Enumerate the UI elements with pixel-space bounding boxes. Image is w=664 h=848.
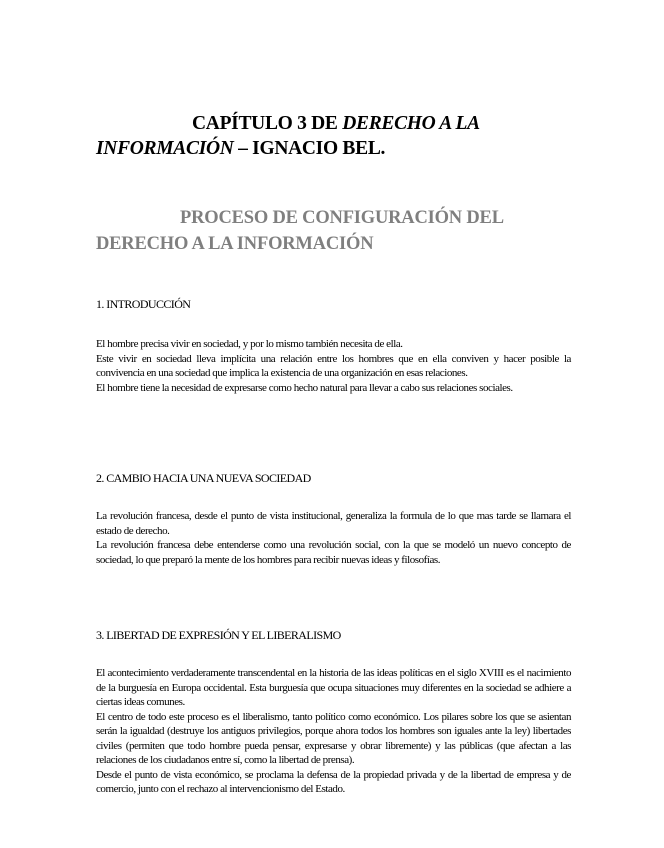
paragraph: La revolución francesa, desde el punto de vista institucional, generaliza la formula de lo que mas tarde se llamara el estado de derecho. bbox=[96, 510, 571, 537]
document-title bbox=[96, 111, 566, 161]
title-book-part2: INFORMACIÓN bbox=[96, 138, 234, 159]
section-body-cambio bbox=[96, 509, 571, 567]
title-author: – IGNACIO BEL. bbox=[233, 138, 386, 159]
paragraph: Desde el punto de vista económico, se proclama la defensa de la propiedad privada y de la libertad de empresa y de comercio, junto con el rechazo al intervencionismo del Estado. bbox=[96, 768, 571, 795]
paragraph: El hombre tiene la necesidad de expresarse como hecho natural para llevar a cabo sus relaciones sociales. bbox=[96, 381, 513, 394]
paragraph: El centro de todo este proceso es el liberalismo, tanto político como económico. Los pilares sobre los que se asientan serán la igualdad (destruye los antiguos privilegios, porque ahora todos los hombres son iguales ante la ley) libertades civiles (permiten que todo hombre pueda pensar, expresarse y obrar libremente) y las públicas (que afectan a las relaciones de los ciudadanos entre sí, como la libertad de prensa). bbox=[96, 710, 571, 766]
section-heading-introduccion: 1. INTRODUCCIÓN bbox=[96, 297, 191, 311]
section-body-libertad bbox=[96, 666, 571, 797]
paragraph: Este vivir en sociedad lleva implícita una relación entre los hombres que en ella conviven y hacer posible la convivencia en una sociedad que implica la existencia de una organización en esas relaciones. bbox=[96, 352, 571, 379]
title-chapter: CAPÍTULO 3 DE bbox=[192, 113, 343, 134]
section-heading-cambio: 2. CAMBIO HACIA UNA NUEVA SOCIEDAD bbox=[96, 471, 311, 485]
section-heading-libertad: 3. LIBERTAD DE EXPRESIÓN Y EL LIBERALISMO bbox=[96, 628, 341, 642]
subtitle-line-1: PROCESO DE CONFIGURACIÓN DEL bbox=[180, 208, 504, 228]
paragraph: La revolución francesa debe entenderse como una revolución social, con la que se modeló un nuevo concepto de sociedad, lo que preparó la mente de los hombres para recibir nuevas ideas y filosofías. bbox=[96, 539, 571, 566]
section-body-introduccion bbox=[96, 337, 571, 395]
paragraph: El hombre precisa vivir en sociedad, y por lo mismo también necesita de ella. bbox=[96, 338, 403, 350]
document-subtitle bbox=[96, 205, 566, 257]
paragraph: El acontecimiento verdaderamente transcendental en la historia de las ideas políticas en el siglo XVIII es el nacimiento de la burguesía en Europa occidental. Esta burguesía que ocupa situaciones muy diferentes en la sociedad se adhiere a ciertas ideas comunes. bbox=[96, 667, 571, 708]
subtitle-line-2: DERECHO A LA INFORMACIÓN bbox=[96, 234, 374, 254]
title-book-part1: DERECHO A LA bbox=[342, 113, 480, 134]
